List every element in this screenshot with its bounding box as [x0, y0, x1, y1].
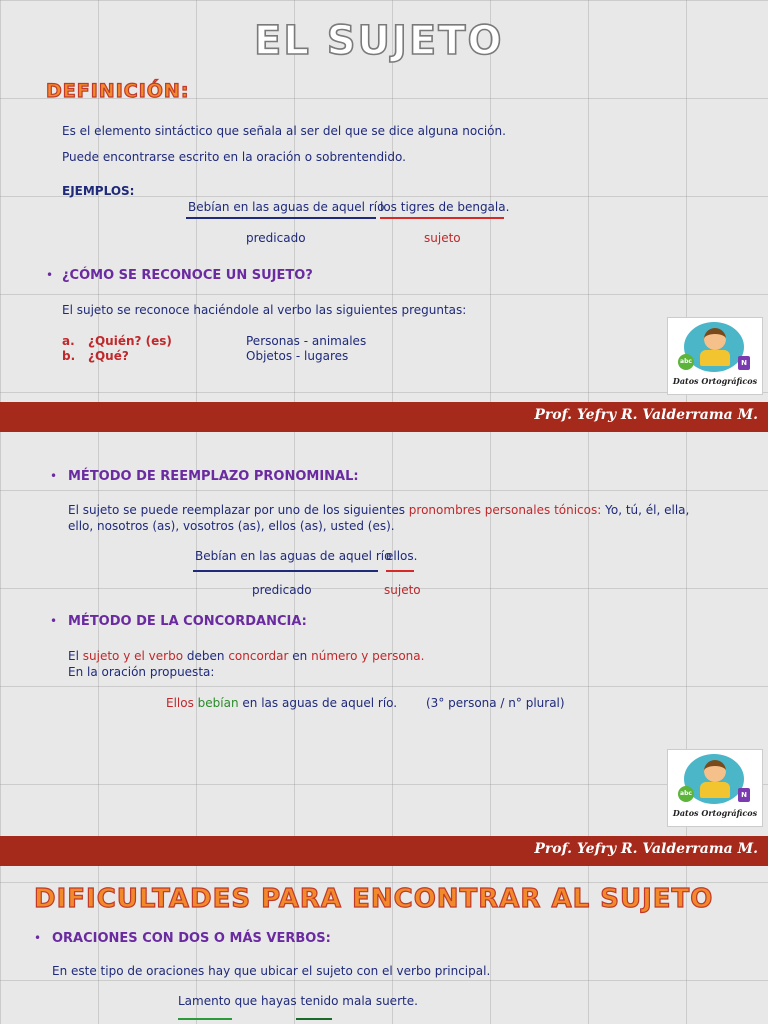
conc-en: en — [292, 649, 308, 663]
question-b: ¿Qué? — [88, 349, 129, 363]
bullet-dot: • — [34, 931, 42, 945]
conc-numero: número y persona. — [311, 649, 425, 663]
bullet-dot: • — [46, 268, 54, 282]
author-signature: Prof. Yefry R. Valderrama M. — [534, 407, 758, 423]
question-b-answer: Objetos - lugares — [246, 349, 349, 363]
concordance-heading: MÉTODO DE LA CONCORDANCIA: — [68, 614, 307, 629]
definition-line-1: Es el elemento sintáctico que señala al ser del que se dice alguna noción. — [62, 124, 506, 138]
conc-deben: deben — [186, 649, 225, 663]
recognize-text: El sujeto se reconoce haciéndole al verbo las siguientes preguntas: — [62, 303, 467, 317]
conc-verbo: el verbo — [134, 649, 184, 663]
verbs-text: En este tipo de oraciones hay que ubicar el sujeto con el verbo principal. — [52, 964, 491, 978]
pronominal-text-line2: ello, nosotros (as), vosotros (as), ellos (as), usted (es). — [68, 519, 395, 533]
bullet-dot: • — [50, 614, 58, 628]
pronominal-text-line1 — [68, 503, 689, 517]
conc-el: El — [68, 649, 79, 663]
definition-line-2: Puede encontrarse escrito en la oración o sobrentendido. — [62, 150, 406, 164]
example2-subject: ellos. — [386, 549, 418, 563]
pronominal-heading: MÉTODO DE REEMPLAZO PRONOMINAL: — [68, 469, 359, 484]
predicate-label: predicado — [246, 231, 306, 245]
notebook-icon: N — [738, 356, 750, 370]
notebook-icon: N — [738, 788, 750, 802]
datos-ortograficos-logo — [667, 317, 763, 395]
difficulties-title: DIFICULTADES PARA ENCONTRAR AL SUJETO — [34, 884, 714, 914]
abc-icon: abc — [678, 354, 694, 370]
concordance-example — [166, 696, 397, 710]
concordance-line2: En la oración propuesta: — [68, 665, 215, 679]
predicate-underline — [186, 217, 376, 219]
subject-label: sujeto — [424, 231, 461, 245]
ex-bebian: bebían — [197, 696, 239, 710]
verbs-example: Lamento que hayas tenido mala suerte. — [178, 994, 418, 1008]
example2-predicate: Bebían en las aguas de aquel río — [195, 549, 392, 563]
concordance-line1 — [68, 649, 424, 663]
subject2-underline — [386, 570, 414, 572]
logo-caption: Datos Ortográficos — [672, 808, 758, 818]
predicate2-underline — [193, 570, 378, 572]
main-verb-underline — [178, 1018, 232, 1020]
definition-heading: DEFINICIÓN: — [46, 80, 190, 102]
author-signature: Prof. Yefry R. Valderrama M. — [534, 841, 758, 857]
conc-sujeto: sujeto — [82, 649, 120, 663]
subject2-label: sujeto — [384, 583, 421, 597]
question-a: ¿Quién? (es) — [88, 334, 172, 348]
subject-underline — [380, 217, 504, 219]
kid-body-icon — [700, 782, 730, 798]
conc-concordar: concordar — [228, 649, 289, 663]
pronominal-text-a: El sujeto se puede reemplazar por uno de los siguientes — [68, 503, 405, 517]
bullet-dot: • — [50, 469, 58, 483]
logo-caption: Datos Ortográficos — [672, 376, 758, 386]
conc-y: y — [123, 649, 131, 663]
ex-rest: en las aguas de aquel río. — [242, 696, 398, 710]
pronominal-text-b: Yo, tú, él, ella, — [605, 503, 690, 517]
slide-title: EL SUJETO — [254, 18, 504, 64]
concordance-note: (3° persona / n° plural) — [426, 696, 565, 710]
recognize-heading: ¿CÓMO SE RECONOCE UN SUJETO? — [62, 268, 313, 283]
footer-bar — [0, 836, 768, 866]
predicate2-label: predicado — [252, 583, 312, 597]
question-b-letter: b. — [62, 349, 76, 363]
footer-bar — [0, 402, 768, 432]
kid-icon — [704, 760, 726, 782]
examples-label: EJEMPLOS: — [62, 184, 135, 198]
secondary-verb-underline — [296, 1018, 332, 1020]
pronominal-text-red: pronombres personales tónicos: — [408, 503, 602, 517]
abc-icon: abc — [678, 786, 694, 802]
question-a-letter: a. — [62, 334, 75, 348]
kid-body-icon — [700, 350, 730, 366]
verbs-heading: ORACIONES CON DOS O MÁS VERBOS: — [52, 931, 331, 946]
example-predicate: Bebían en las aguas de aquel río — [188, 200, 385, 214]
datos-ortograficos-logo — [667, 749, 763, 827]
kid-icon — [704, 328, 726, 350]
ex-ellos: Ellos — [166, 696, 194, 710]
example-subject: los tigres de bengala. — [380, 200, 510, 214]
question-a-answer: Personas - animales — [246, 334, 367, 348]
